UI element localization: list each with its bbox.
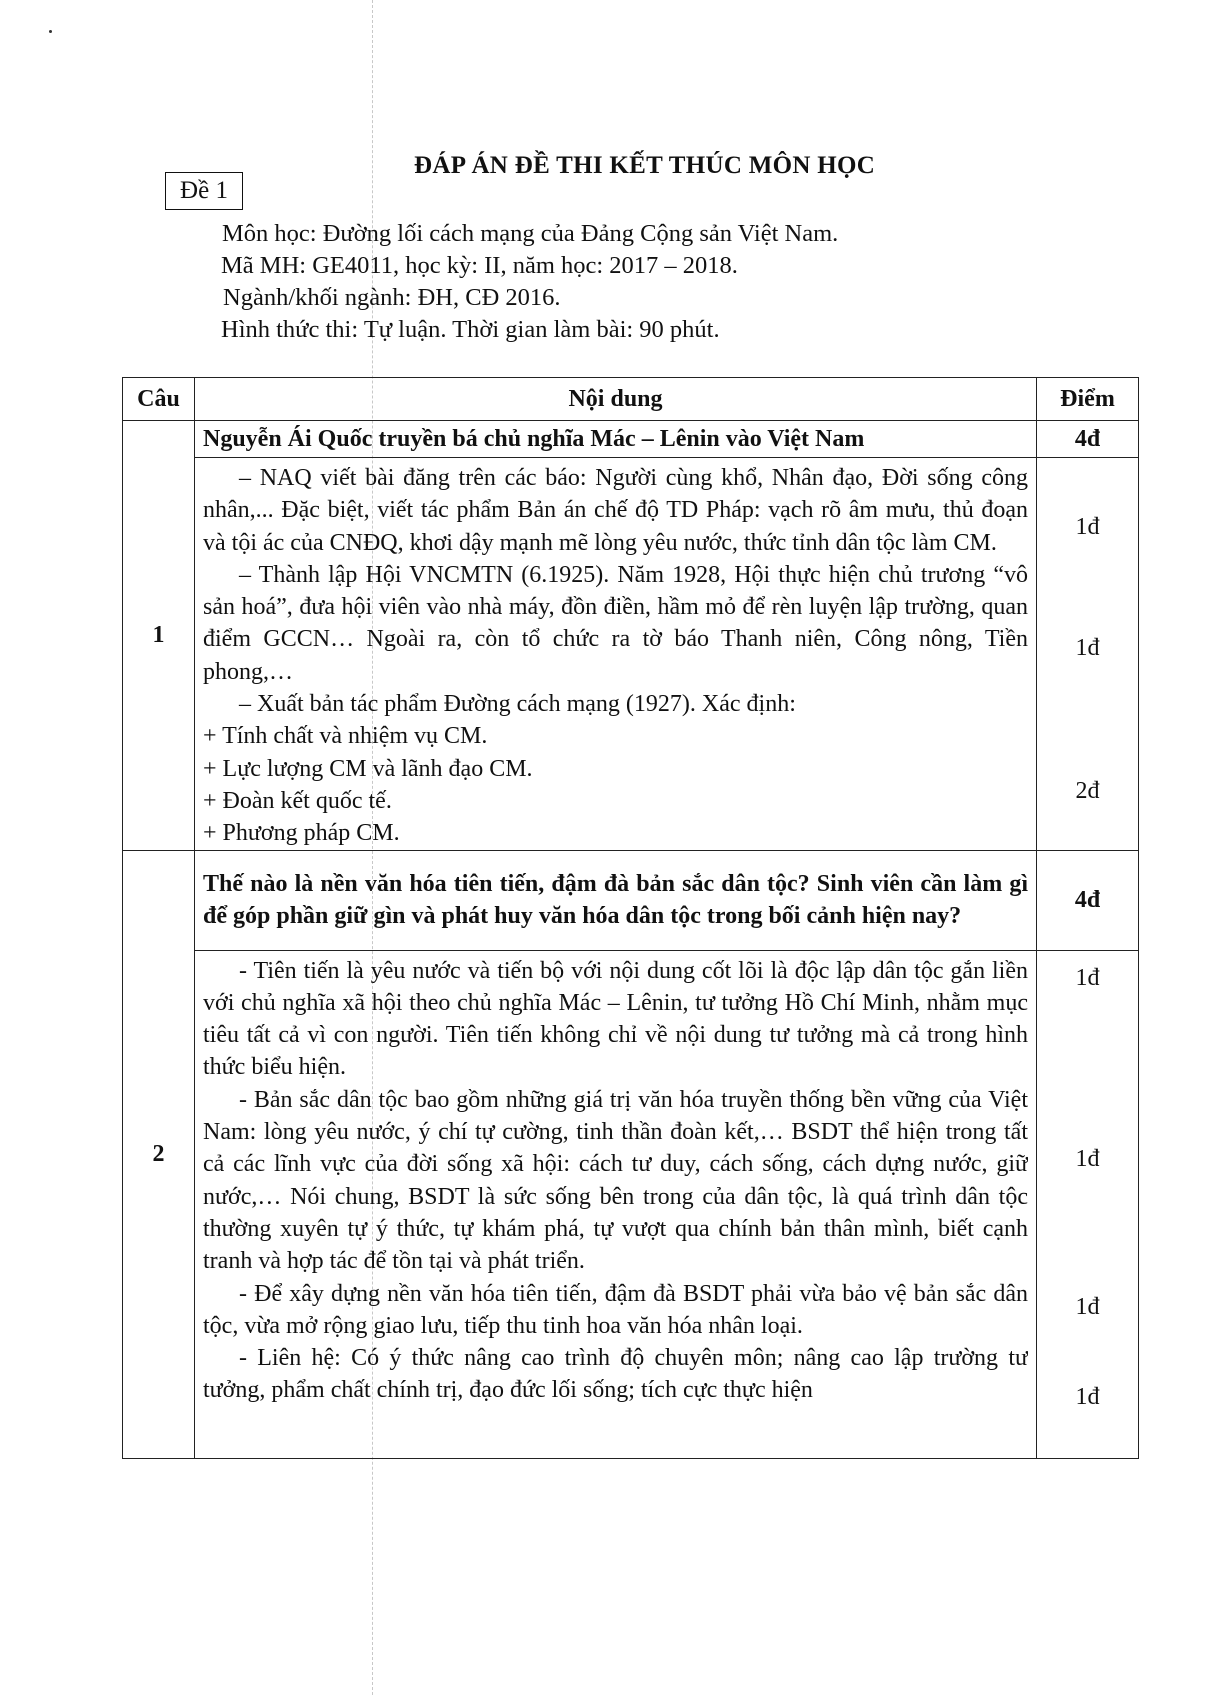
- q2-point-1: 1đ: [1075, 964, 1100, 991]
- q2-point-2: 1đ: [1075, 1145, 1100, 1172]
- q2-item-2: - Bản sắc dân tộc bao gồm những giá trị văn hóa truyền thống bền vững của Việt Nam: lòng yêu nước, ý chí tự cường, tinh thần đoàn kết,… BSDT thể hiện trong tất cả các lĩnh vực của đời sống xã hội: cách tư duy, cách sống, cách dựng nước, giữ nước,… Nói chung, BSDT là sức sống bên trong của dân tộc, là quá trình dân tộc thường xuyên tự ý thức, tự khám phá, tự vượt qua chính bản thân mình, biết cạnh tranh và hợp tác để tồn tại và phát triển.: [203, 1086, 1028, 1275]
- scan-speck: [49, 30, 52, 33]
- exam-variant-label: Đề 1: [180, 177, 228, 204]
- q1-point-1: 1đ: [1075, 514, 1100, 540]
- q1-title-row: [123, 421, 1139, 458]
- q1-total-points: 4đ: [1037, 421, 1139, 458]
- q2-content-clip: [203, 955, 1028, 1455]
- q2-title-row: [123, 850, 1139, 950]
- q2-point-3: 1đ: [1075, 1293, 1100, 1320]
- q1-point-2: 1đ: [1075, 635, 1100, 661]
- page-title: ĐÁP ÁN ĐỀ THI KẾT THÚC MÔN HỌC: [414, 152, 876, 179]
- table-header-row: [123, 378, 1139, 421]
- answer-table: [122, 377, 1139, 1459]
- q2-item-3: - Để xây dựng nền văn hóa tiên tiến, đậm đà BSDT phải vừa bảo vệ bản sắc dân tộc, vừa mở rộng giao lưu, tiếp thu tinh hoa văn hóa nhân loại.: [203, 1280, 1028, 1339]
- info-course-code: Mã MH: GE4011, học kỳ: II, năm học: 2017 – 2018.: [221, 252, 738, 279]
- q1-item-3: – Xuất bản tác phẩm Đường cách mạng (1927). Xác định:: [239, 691, 796, 718]
- q1-title: Nguyễn Ái Quốc truyền bá chủ nghĩa Mác – Lênin vào Việt Nam: [195, 421, 1037, 458]
- q1-number: 1: [123, 421, 195, 851]
- q1-point-3: 2đ: [1075, 778, 1100, 804]
- q1-subitem-2: + Lực lượng CM và lãnh đạo CM.: [203, 755, 533, 782]
- info-format: Hình thức thi: Tự luận. Thời gian làm bài: 90 phút.: [221, 316, 720, 343]
- q1-subitem-3: + Đoàn kết quốc tế.: [203, 787, 392, 814]
- info-subject: Môn học: Đường lối cách mạng của Đảng Cộng sản Việt Nam.: [222, 220, 839, 247]
- q1-item-2: – Thành lập Hội VNCMTN (6.1925). Năm 1928, Hội thực hiện chủ trương “vô sản hoá”, đưa hội viên vào nhà máy, đồn điền, hầm mỏ để rèn luyện lập trường, quan điểm GCCN… Ngoài ra, còn tổ chức ra tờ báo Thanh niên, Công nông, Tiền phong,…: [203, 561, 1028, 685]
- header-points: Điểm: [1037, 378, 1139, 421]
- header-content: Nội dung: [195, 378, 1037, 421]
- q1-content-row: [123, 458, 1139, 851]
- q2-number: 2: [123, 850, 195, 1458]
- q2-points-cell: [1037, 950, 1139, 1458]
- q2-item-4: - Liên hệ: Có ý thức nâng cao trình độ chuyên môn; nâng cao lập trường tư tưởng, phẩm chất chính trị, đạo đức lối sống; tích cực thực hiện: [203, 1345, 1028, 1404]
- q2-point-4: 1đ: [1075, 1383, 1100, 1410]
- q1-subitem-4: + Phương pháp CM.: [203, 820, 400, 847]
- q2-item-1: - Tiên tiến là yêu nước và tiến bộ với nội dung cốt lõi là độc lập dân tộc gắn liền với chủ nghĩa xã hội theo chủ nghĩa Mác – Lênin, tư tưởng Hồ Chí Minh, nhằm mục tiêu tất cả vì con người. Tiên tiến không chỉ về nội dung tư tưởng mà cả trong hình thức biểu hiện.: [203, 957, 1028, 1081]
- q2-total-points: 4đ: [1037, 850, 1139, 950]
- q1-item-1: – NAQ viết bài đăng trên các báo: Người cùng khổ, Nhân đạo, Đời sống công nhân,... Đặc biệt, viết tác phẩm Bản án chế độ TD Pháp: vạch rõ âm mưu, thủ đoạn và tội ác của CNĐQ, khơi dậy mạnh mẽ lòng yêu nước, thức tỉnh dân tộc làm CM.: [203, 465, 1028, 556]
- q1-points-cell: [1037, 458, 1139, 851]
- q2-content-row: [123, 950, 1139, 1458]
- q2-title: Thế nào là nền văn hóa tiên tiến, đậm đà bản sắc dân tộc? Sinh viên cần làm gì để góp phần giữ gìn và phát huy văn hóa dân tộc trong bối cảnh hiện nay?: [195, 850, 1037, 950]
- info-major: Ngành/khối ngành: ĐH, CĐ 2016.: [223, 284, 561, 311]
- header-question: Câu: [123, 378, 195, 421]
- exam-variant-box: [165, 172, 243, 210]
- q1-content: [195, 458, 1037, 851]
- q1-subitem-1: + Tính chất và nhiệm vụ CM.: [203, 723, 488, 750]
- q2-content: [195, 950, 1037, 1458]
- exam-info: [222, 218, 838, 346]
